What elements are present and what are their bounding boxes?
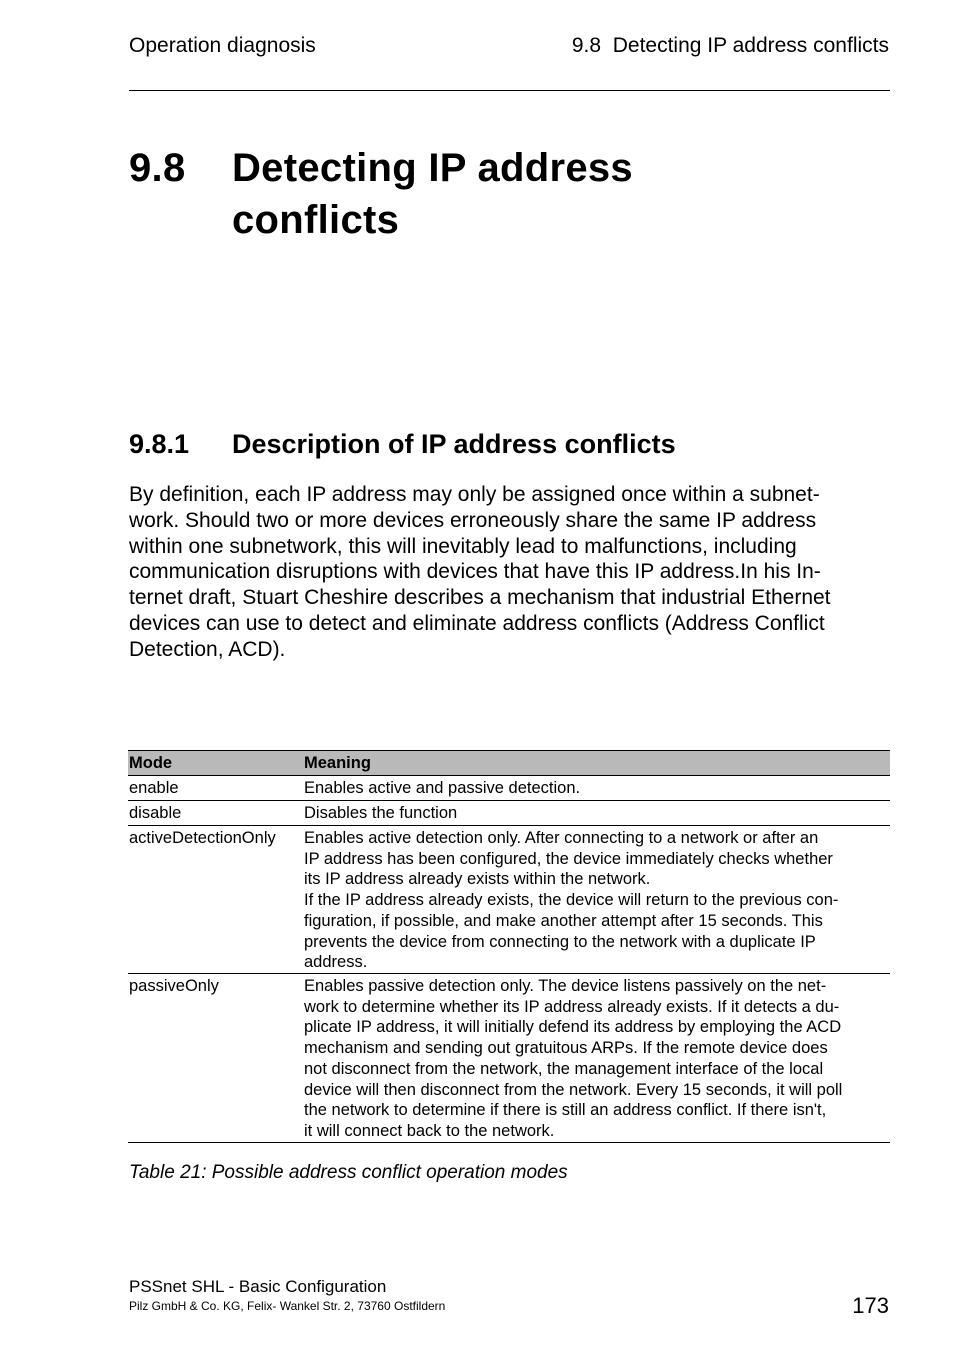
mode-cell: activeDetectionOnly [129,829,276,847]
meaning-line: Enables passive detection only. The device listens passively on the net- [304,977,827,995]
meaning-line: device will then disconnect from the network. Every 15 seconds, it will poll [304,1080,843,1099]
paragraph-line: Detection, ACD). [129,637,286,661]
table-row [128,801,890,826]
meaning-line: Enables active and passive detection. [304,779,581,797]
paragraph-line: ternet draft, Stuart Cheshire describes a mechanism that industrial Ethernet [129,586,831,610]
meaning-cell [304,803,890,824]
table-header-meaning-text: Meaning [304,754,371,772]
table-caption: Table 21: Possible address conflict operation modes [129,1162,568,1183]
section-title [232,142,832,246]
paragraph-line: By definition, each IP address may only be assigned once within a subnet- [129,483,820,506]
table-row [128,776,890,801]
footer-address: Pilz GmbH & Co. KG, Felix- Wankel Str. 2, 73760 Ostfildern [129,1299,446,1313]
meaning-line: not disconnect from the network, the management interface of the local [304,1059,824,1078]
meaning-line: work to determine whether its IP address already exists. If it detects a du- [304,997,840,1016]
meaning-line: Disables the function [304,804,458,822]
section-title-line1: Detecting IP address [232,146,633,190]
meaning-line: figuration, if possible, and make another attempt after 15 seconds. This [304,911,823,930]
footer-title: PSSnet SHL - Basic Configuration [129,1277,387,1296]
meaning-line: plicate IP address, it will initially defend its address by employing the ACD [304,1018,842,1037]
table-row [128,826,890,974]
meaning-line: If the IP address already exists, the device will return to the previous con- [304,891,839,910]
meaning-line: its IP address already exists within the network. [304,870,651,889]
mode-cell: disable [129,804,182,822]
meaning-cell [304,976,890,1142]
table-header-mode: Mode [129,754,173,772]
header-divider [129,90,890,91]
page-number: 173 [852,1293,889,1318]
paragraph-line: within one subnetwork, this will inevitably lead to malfunctions, including [129,534,797,558]
modes-table [128,750,890,1143]
meaning-line: Enables active detection only. After connecting to a network or after an [304,829,819,847]
table-header-meaning [304,753,890,774]
meaning-line: prevents the device from connecting to the network with a duplicate IP [304,932,816,951]
meaning-line: it will connect back to the network. [304,1121,555,1140]
meaning-line: the network to determine if there is still an address conflict. If there isn't, [304,1101,827,1120]
running-header-right: 9.8 Detecting IP address conflicts [571,34,889,57]
running-header-left: Operation diagnosis [129,34,316,57]
table-row [128,974,890,1143]
meaning-cell [304,778,890,799]
mode-cell: enable [129,779,179,797]
meaning-line: mechanism and sending out gratuitous ARPs. If the remote device does [304,1039,828,1058]
body-paragraph [129,482,899,663]
meaning-line: IP address has been configured, the device immediately checks whether [304,849,833,868]
meaning-line: address. [304,953,368,972]
subsection-title: Description of IP address conflicts [232,429,676,459]
section-title-line2: conflicts [232,198,400,242]
mode-cell: passiveOnly [129,977,219,995]
paragraph-line: communication disruptions with devices that have this IP address.In his In- [129,560,821,584]
paragraph-line: work. Should two or more devices erroneously share the same IP address [129,508,817,532]
table-header-row [128,750,890,776]
meaning-cell [304,828,890,973]
subsection-number: 9.8.1 [129,429,190,459]
paragraph-line: devices can use to detect and eliminate address conflicts (Address Conflict [129,611,825,635]
section-number: 9.8 [129,146,186,190]
